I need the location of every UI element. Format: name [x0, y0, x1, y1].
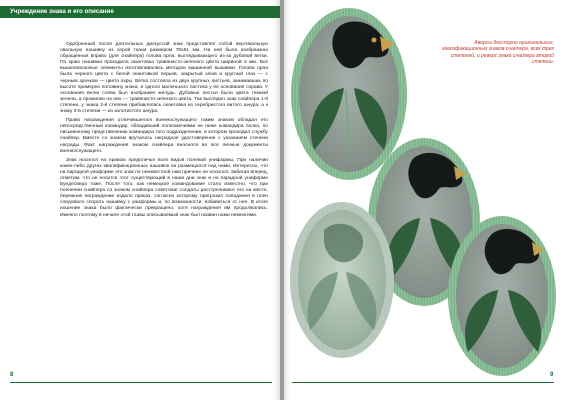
- page-number-right: 9: [550, 372, 554, 378]
- badge-bottom: [448, 216, 556, 376]
- paragraph-3: Знак носился на правом предплечье всех видов полевой униформы. При наличии каких-либо других квалификационных нашивок он размещался над ними. Интересно, что на парадной униформе это знак по неизвестной нам причине не носился. Забегая вперед, отметим, что не носится этот существующий в наши дни знак и на парадной униформе Бундесвера тоже. После того, как немецкое командование стало известно, что при пленении снайпера со знаком снайпера советские солдаты расстреливают его на месте, бережное награждение издало приказ, согласно которому пригрозил попадания в плен следовало спороть нашивку с униформы и, по возможности, избавиться от нее. В итоге ношение знака было фактически прекращено, хотя награждения им продолжались. Именно поэтому в начале этой главы описываемый знак был назван нами немногими.: [60, 157, 268, 218]
- chapter-title: Учреждение знака и его описание: [10, 8, 114, 15]
- badge-top: [291, 8, 407, 180]
- paragraph-2: Право награждения отличившегося военнослужащего таким знаком обладал его непосредственный командир, обладавший полномочиями не ниже командира полка, по письменному представлению командира того подразделения, в котором проходил службу снайпер. Вместе со знаком вручалось наградное удостоверение с указанием степени награды. Факт награждения знаком снайпера вносился во все личные документы военнослужащего.: [60, 118, 268, 154]
- badge-reverse: [290, 202, 394, 358]
- footer-rule-left: [10, 382, 272, 383]
- photo-caption: Аверсы бесспорно оригинальных, квалификационных знаков снайпера, всех трех степеней, и реверс знака снайпера второй степени.: [442, 40, 554, 66]
- left-page: [0, 0, 280, 400]
- right-page: [284, 0, 564, 400]
- body-text: [60, 42, 268, 222]
- chapter-header-bar: [0, 6, 280, 18]
- page-number-left: 8: [10, 372, 14, 378]
- paragraph-1: Одобренный после длительных дискуссий знак представлял собой вертикальную овальную нашивку из серой ткани размером 78х51 мм. На ней была изображена обращенная вправо (для снайпера) голова орла, выглядывающего из-за дубовой ветки. По краю нашивка проходила окантовка травянисто-зеленого цвета шириной 2 мм. Все вышеописанные элементы изготавливались методом машинной вышивки. Голова орла была черного цвета с белой окантовкой перьев, закрытый клюв и круглый глаз — с черным зрачком — цвета охры. Ветка состояла из двух крупных листьев, занимавших по высоте примерно половину знака, и одного маленького листика у ее основания справа. У основания ветки слева был изображен желудь. Дубовые листья были цвета темной зелени, а прожилки на них — травянисто-зеленого цвета. Так выглядел знак снайпера 1-й степени, у знака 2-й степени прибавлялась окантовка из серебристого витого шнура, а к знаку 3-й степени — из золотистого шнура.: [60, 42, 268, 115]
- footer-rule-right: [292, 382, 554, 383]
- eye-icon: [372, 38, 377, 43]
